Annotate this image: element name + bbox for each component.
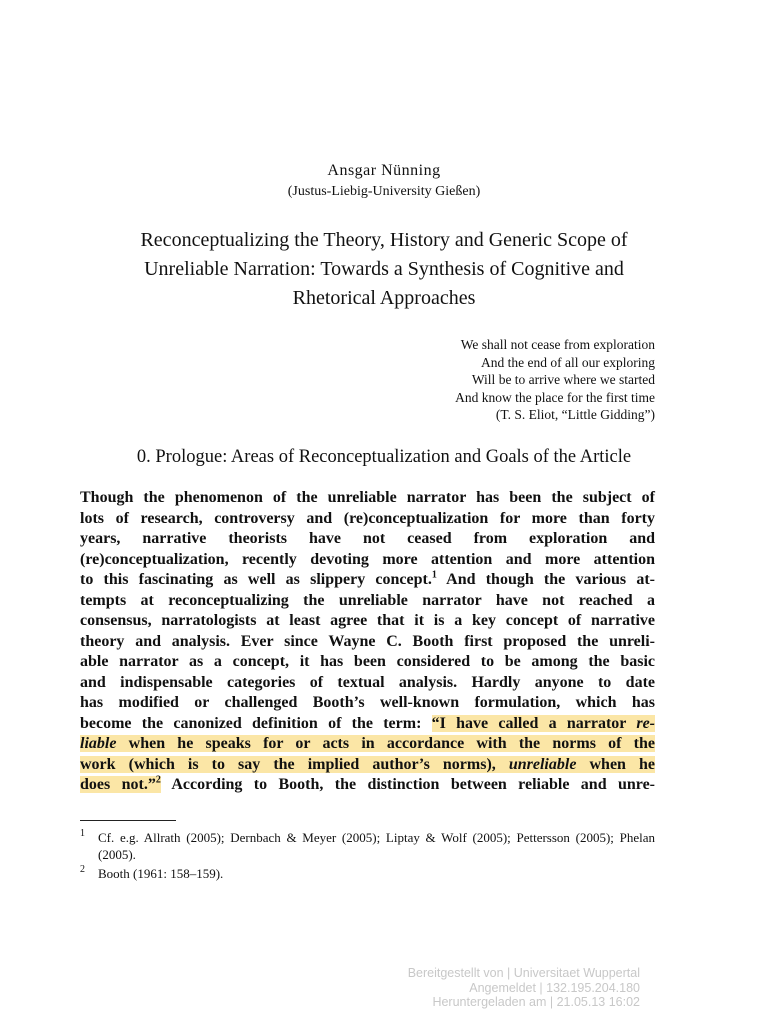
body-line	[80, 570, 655, 591]
epigraph-line: Will be to arrive where we started	[471, 372, 655, 387]
quote-italic: unreliable	[508, 755, 577, 773]
body-line: (re)conceptualization, recently devoting more attention and more attention	[80, 550, 655, 568]
body-line: Though the phenomenon of the unreliable narrator has been the subject of	[80, 489, 655, 506]
quote-italic: re-	[636, 714, 655, 732]
epigraph-line: And the end of all our exploring	[481, 354, 655, 370]
body-line: consensus, narratologists at least agree that it is a key concept of narrative	[80, 612, 655, 629]
footnote-text: Booth (1961: 158–159).	[98, 866, 224, 881]
body-text: become the canonized definition of the term:	[80, 714, 432, 732]
watermark-line: Heruntergeladen am | 21.05.13 16:02	[432, 995, 640, 1009]
body-text: to this fascinating as well as slippery concept.	[80, 571, 432, 588]
epigraph	[455, 336, 655, 424]
title-line: Reconceptualizing the Theory, History and Generic Scope of	[140, 229, 628, 251]
highlighted-quote	[432, 715, 655, 732]
body-line	[80, 775, 655, 796]
footnote-divider	[80, 820, 176, 821]
article-title	[80, 226, 688, 313]
highlighted-quote	[80, 756, 655, 773]
footnote-ref-2[interactable]: 2	[155, 774, 161, 786]
title-line: Rhetorical Approaches	[292, 287, 476, 309]
body-line: years, narrative theorists have not ceased from exploration and	[80, 530, 655, 547]
body-line	[80, 755, 655, 776]
download-watermark	[408, 966, 640, 1010]
quote-text: “I have called a narrator	[431, 714, 637, 732]
body-line	[80, 714, 655, 735]
footnote-number: 1	[80, 828, 85, 839]
epigraph-attribution: (T. S. Eliot, “Little Gidding”)	[495, 407, 655, 422]
body-text: According to Booth, the distinction between reliable and unre-	[160, 776, 656, 793]
quote-text: when he speaks for or acts in accordance with the norms of the	[116, 735, 655, 752]
quote-text: does not.”	[80, 776, 156, 793]
quote-text: when he	[576, 755, 656, 773]
body-paragraph	[80, 488, 655, 796]
section-heading: 0. Prologue: Areas of Reconceptualization and Goals of the Article	[136, 447, 632, 467]
footnote-text: Cf. e.g. Allrath (2005); Dernbach & Meyer (2005); Liptay & Wolf (2005); Pettersson (2005); Phelan (2005).	[98, 830, 655, 862]
highlighted-quote	[80, 735, 655, 752]
title-line: Unreliable Narration: Towards a Synthesis of Cognitive and	[144, 258, 624, 280]
body-text: And though the various at-	[436, 571, 655, 588]
watermark-line: Angemeldet | 132.195.204.180	[469, 980, 640, 995]
body-line: has modified or challenged Booth’s well-known formulation, which has	[80, 694, 655, 711]
highlighted-quote	[80, 776, 161, 793]
author-affiliation: (Justus-Liebig-University Gießen)	[287, 184, 481, 199]
body-line: lots of research, controversy and (re)conceptualization for more than forty	[80, 509, 655, 527]
footnote-ref-1[interactable]: 1	[431, 569, 437, 581]
footnote-2	[80, 866, 655, 883]
quote-text: work (which is to say the implied author’s norms),	[80, 755, 509, 773]
body-line: tempts at reconceptualizing the unreliable narrator have not reached a	[80, 591, 655, 609]
body-line: able narrator as a concept, it has been considered to be among the basic	[80, 653, 655, 670]
epigraph-line: We shall not cease from exploration	[460, 337, 655, 352]
body-line	[80, 734, 655, 755]
footnote-number: 2	[80, 864, 85, 875]
epigraph-line: And know the place for the first time	[455, 389, 655, 405]
quote-italic: liable	[80, 735, 117, 752]
body-line: and indispensable categories of textual analysis. Hardly anyone to date	[80, 673, 655, 691]
footnote-1	[80, 830, 655, 863]
watermark-line: Bereitgestellt von | Universitaet Wuppertal	[407, 966, 640, 980]
author-name: Ansgar Nünning	[327, 162, 441, 179]
body-line: theory and analysis. Ever since Wayne C. Booth first proposed the unreli-	[80, 632, 655, 650]
